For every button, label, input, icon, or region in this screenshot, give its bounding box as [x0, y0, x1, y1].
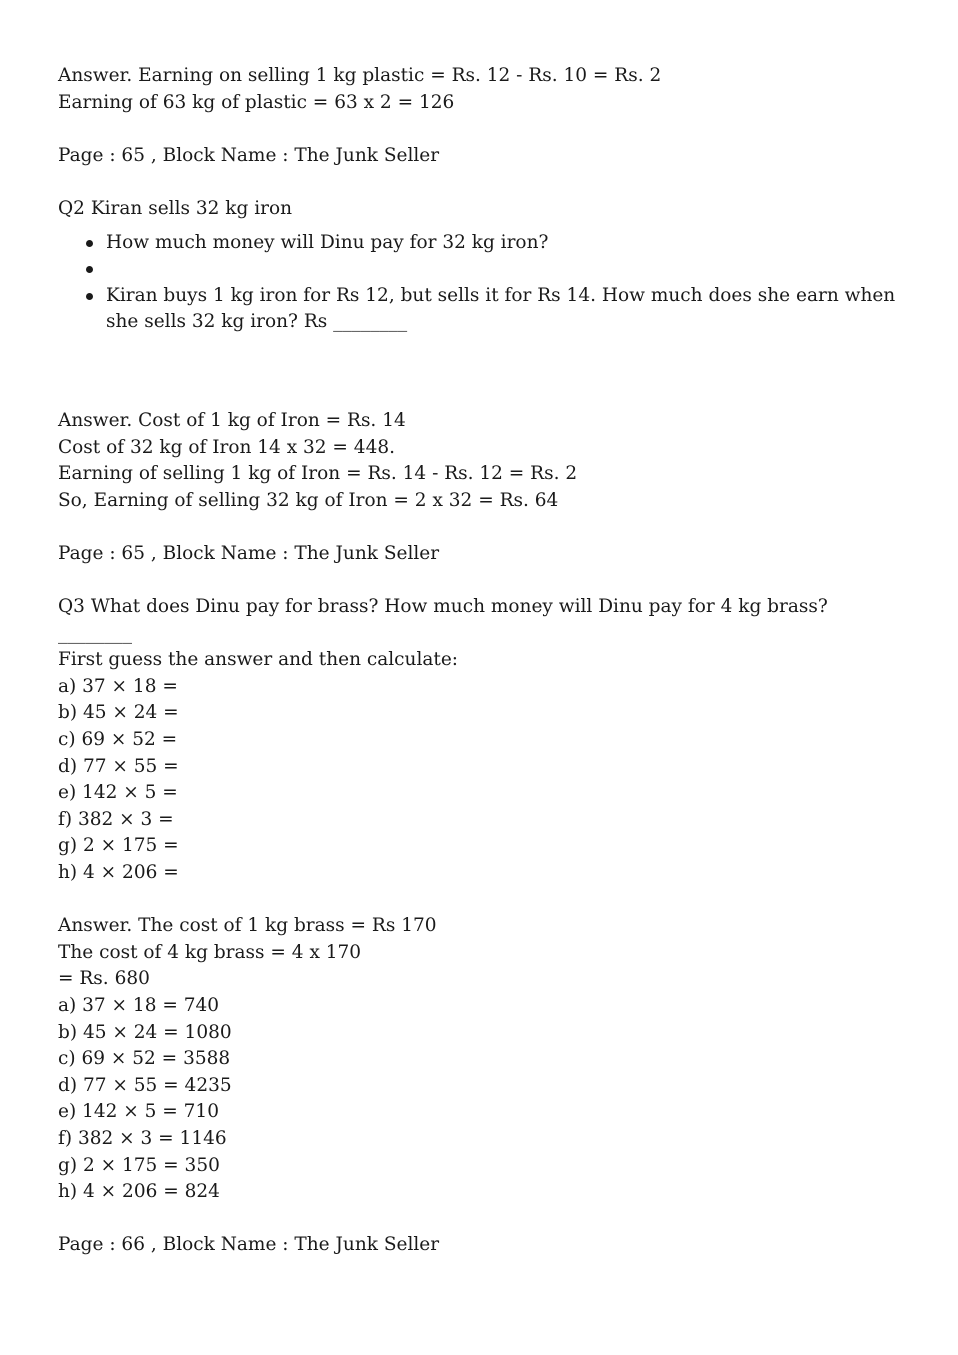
question-item: c) 69 × 52 = — [58, 729, 178, 751]
question-item: b) 45 × 24 = — [58, 702, 179, 724]
page-reference: Page : 65 , Block Name : The Junk Seller — [58, 542, 440, 564]
question-bullet-list — [58, 230, 898, 336]
question-title: Q2 Kiran sells 32 kg iron — [58, 197, 293, 219]
answer-item: a) 37 × 18 = 740 — [58, 995, 220, 1016]
bullet-item: How much money will Dinu pay for 32 kg iron? — [58, 230, 898, 257]
page-reference: Page : 66 , Block Name : The Junk Seller — [58, 1234, 440, 1256]
answer-line: Answer. The cost of 1 kg brass = Rs 170 — [58, 915, 437, 937]
answer-line: Answer. Cost of 1 kg of Iron = Rs. 14 — [58, 409, 406, 431]
bullet-item: Kiran buys 1 kg iron for Rs 12, but sells it for Rs 14. How much does she earn when she sells 32 kg iron? Rs ________ — [58, 283, 898, 336]
page-reference: Page : 65 , Block Name : The Junk Seller — [58, 144, 440, 166]
answer-line: Earning of 63 kg of plastic = 63 x 2 = 126 — [58, 91, 455, 113]
answer-line: Cost of 32 kg of Iron 14 x 32 = 448. — [58, 436, 396, 458]
answer-item: f) 382 × 3 = 1146 — [58, 1127, 227, 1149]
question-item: f) 382 × 3 = — [58, 808, 174, 830]
question-item: e) 142 × 5 = — [58, 782, 178, 804]
question-item: a) 37 × 18 = — [58, 675, 178, 697]
question-instruction: First guess the answer and then calculate: — [58, 649, 459, 671]
answer-item: g) 2 × 175 = 350 — [58, 1154, 220, 1176]
answer-line: The cost of 4 kg brass = 4 x 170 — [58, 941, 362, 963]
answer-item: d) 77 × 55 = 4235 — [58, 1074, 232, 1096]
question-item: d) 77 × 55 = — [58, 755, 179, 777]
answer-item: b) 45 × 24 = 1080 — [58, 1021, 232, 1043]
question-item: g) 2 × 175 = — [58, 835, 179, 857]
answer-line: Answer. Earning on selling 1 kg plastic = Rs. 12 - Rs. 10 = Rs. 2 — [58, 65, 662, 86]
answer-item: h) 4 × 206 = 824 — [58, 1181, 220, 1203]
question-title: Q3 What does Dinu pay for brass? How much money will Dinu pay for 4 kg brass? ________ — [58, 596, 834, 644]
answer-line: So, Earning of selling 32 kg of Iron = 2 x 32 = Rs. 64 — [58, 489, 559, 511]
document-page — [58, 63, 898, 1259]
question-item: h) 4 × 206 = — [58, 862, 179, 884]
answer-line: = Rs. 680 — [58, 968, 150, 990]
answer-item: c) 69 × 52 = 3588 — [58, 1048, 231, 1070]
answer-item: e) 142 × 5 = 710 — [58, 1101, 219, 1123]
answer-line: Earning of selling 1 kg of Iron = Rs. 14 - Rs. 12 = Rs. 2 — [58, 463, 578, 485]
